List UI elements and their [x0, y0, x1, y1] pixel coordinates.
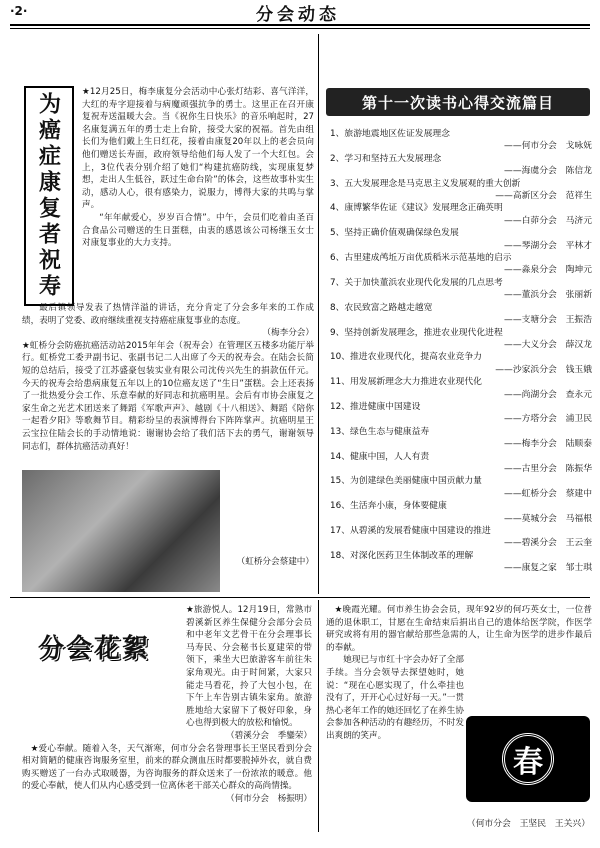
- reading-item-title: 1、旅游地震地区佐证发展理念: [330, 129, 450, 139]
- photo-caption: （虹桥分会蔡建中）: [236, 557, 314, 567]
- reading-item-title: 10、推进农业现代化，提高农业竞争力: [330, 352, 482, 363]
- reading-item-author: ——淼泉分会 陶坤元: [504, 265, 592, 276]
- reading-item-author: ——何市分会 戈咏妩: [504, 141, 592, 152]
- spring-character-icon: 春: [502, 733, 554, 785]
- reading-list-item: [330, 550, 592, 575]
- bottom-signature: （何市分会 王坚民 王关兴）: [466, 819, 590, 829]
- section-title: 分会动态: [256, 5, 340, 25]
- reading-item-title: 14、健康中国，人人有责: [330, 451, 430, 462]
- reading-item-author: ——方塔分会 浦卫民: [504, 414, 592, 425]
- middle-rule: [10, 597, 590, 598]
- reading-item-author: ——沙家浜分会 钱玉娥: [495, 364, 592, 375]
- reading-list-item: [330, 277, 592, 302]
- vertical-title-box: [24, 86, 74, 306]
- reading-list-item: [330, 153, 592, 178]
- reading-list-item: [330, 227, 592, 252]
- story-paragraph-4: ★虹桥分会防癌抗癌活动站2015年年会（祝寿会）在管理区五楼多功能厅举行。虹桥党工委尹副书记、张副书记二人出席了今天的祝寿会。在陆会长简短的总结后，接受了江苏盛豪包装实业有限公司沈传兴先生的捐款伍仟元。今天的祝寿会给患病康复五年以上的10位癌友送了“生日”蛋糕。会上还表扬了一批热爱分会工作、乐意奉献的好同志和抗癌明星。会后有市协会康复之家生命之光艺术团送来了舞蹈《军歌声声》、越剧《十八相送》、舞蹈《陪你一起看夕阳》等歌舞节目。精彩纷呈的表演博得台下阵阵掌声。抗癌明星王云宝拉住陆会长的手动情地说：谢谢协会给了我们活下去的勇气，谢谢领导同志们，群体抗癌活动真好！: [22, 340, 314, 452]
- bottom-left-text: [22, 604, 312, 806]
- reading-list-item: [330, 178, 592, 203]
- reading-item-title: 11、用发展新理念大力推进农业现代化: [330, 377, 482, 388]
- reading-item-title: 16、生活奔小康，身体要健康: [330, 501, 447, 512]
- reading-item-title: 17、从碧溪的发展看健康中国建设的推进: [330, 526, 491, 536]
- reading-item-title: 18、对深化医药卫生体制改革的理解: [330, 550, 474, 561]
- reading-item-author: ——康复之家 邹士琪: [504, 563, 592, 574]
- reading-item-author: ——董浜分会 张丽新: [504, 290, 592, 301]
- bottom-column-divider: [318, 600, 319, 832]
- glow-paragraph-2: 她现已与市红十字会办好了全部手续。当分会领导去探望她时，她说：“现在心愿实现了，什么牵挂也没有了，开开心心过好每一天。”一贯热心老年工作的她还回忆了在养生协会参加各种活动的有趣经历，不时发出爽朗的笑声。: [326, 655, 464, 741]
- reading-list-item: [330, 202, 592, 227]
- story-paragraph-3: 最后镇领导发表了热情洋溢的讲话，充分肯定了分会多年来的工作成绩，表明了党委、政府继续重视支持癌症康复事业的态度。: [22, 303, 314, 326]
- reading-list-item: [330, 525, 592, 550]
- column-divider: [318, 34, 319, 594]
- reading-list-item: [330, 351, 592, 376]
- reading-item-title: 4、康博繁华佐证《建议》发展理念正确英明: [330, 203, 503, 214]
- reading-item-author: ——碧溪分会 王云奎: [504, 538, 592, 549]
- reading-item-author: ——白茆分会 马济元: [504, 215, 592, 226]
- header-rule-thin: [10, 28, 590, 29]
- glow-paragraph-1: ★晚霞光耀。何市养生协会会员，现年92岁的何巧英女士，一位普通的退休职工，甘愿在生命结束后捐出自己的遗体给医学院，作医学研究或将有用的器官献给那些急需的人，让生命为医学的进步作最后的奉献。: [326, 605, 592, 653]
- reading-item-title: 9、坚持创新发展理念，推进农业现代化进程: [330, 327, 503, 338]
- story-signature-1: （梅李分会）: [262, 328, 314, 339]
- reading-list-item: [330, 327, 592, 352]
- reading-list-item: [330, 128, 592, 153]
- reading-item-title: 6、古里建成鸬坵万亩优质稻米示范基地的启示: [330, 253, 512, 264]
- reading-item-author: ——古里分会 陈振华: [504, 463, 592, 474]
- reading-item-title: 12、推进健康中国建设: [330, 401, 421, 412]
- reading-item-title: 3、五大发展理念是马克思主义发展观的重大创新: [330, 178, 521, 189]
- reading-list-item: [330, 401, 592, 426]
- flower-paragraph-2: ★爱心奉献。随着入冬，天气渐寒，何市分会名誉理事长王坚民看到分会相对简陋的健康咨询服务室里，前来的群众测血压时都要脱掉外衣，就自费购买赠送了一台办式取暖器，为咨询服务的群众送来了一份浓浓的暖意。他的爱心奉献，使人们从内心感受到一位离休老干部关心群众的高尚情操。: [22, 743, 312, 792]
- flower-paragraph-1: ★旅游悦人。12月19日，常熟市碧溪新区养生保健分会部分会员和中老年文艺骨干在分会理事长马寿民、分会秘书长夏建荣的带领下，乘坐大巴旅游客车前往朱家角观光。由于时间紧，大家只能走马看花，拎了大包小包，在下午上车告别古镇朱家角。旅游胜地给大家留下了极好印象，身心也得到极大的放松和愉悦。: [186, 605, 312, 729]
- reading-list-item: [330, 426, 592, 451]
- paper-cut-illustration: [466, 716, 590, 802]
- reading-list-item: [330, 252, 592, 277]
- reading-item-author: ——高新区分会 范祥生: [495, 191, 592, 202]
- reading-item-author: ——支塘分会 王振浩: [504, 315, 592, 326]
- reading-item-title: 7、关于加快董浜农业现代化发展的几点思考: [330, 277, 503, 288]
- reading-list: [330, 128, 592, 575]
- flower-signature-1: （碧溪分会 季鑾荣）: [226, 730, 312, 741]
- reading-list-item: [330, 451, 592, 476]
- story-paragraph-2: “年年献爱心，岁岁百合情”。中午，会员们吃着由圣百合食品公司赠送的生日蛋糕，由衷的感恩该公司杨继玉女士对康复事业的大力支持。: [82, 212, 314, 249]
- reading-item-author: ——大义分会 薛汉龙: [504, 339, 592, 350]
- reading-item-author: ——梅李分会 陆顺泰: [504, 439, 592, 450]
- reading-item-author: ——尚湖分会 查永元: [504, 389, 592, 400]
- reading-item-title: 8、农民致富之路越走越宽: [330, 302, 433, 313]
- reading-item-title: 15、为创建绿色美丽健康中国贡献力量: [330, 476, 482, 487]
- reading-list-item: [330, 376, 592, 401]
- header-rule: [10, 24, 590, 26]
- reading-list-item: [330, 302, 592, 327]
- reading-item-title: 13、绿色生态与健康益寿: [330, 426, 430, 437]
- reading-item-author: ——海虞分会 陈信龙: [504, 166, 592, 177]
- reading-list-item: [330, 475, 592, 500]
- story-top-text: [82, 86, 314, 250]
- story-paragraph-1: ★12月25日，梅李康复分会活动中心张灯结彩、喜气洋洋，大红的寿字迎接着与病魔顽强抗争的勇士。这里正在召开康复祝寿送温暖大会。当《祝你生日快乐》的音乐响起时，27名康复满五年的勇士走上台阶，接受大家的祝福。首先由组长们为他们戴上生日红花，接着由康复20年以上的老会员向他们赠送长寿面，政府领导给他们每人发了一个大红包。会上，3位代表分别介绍了她们“构建抗癌防线，实现康复梦想，走出人生低谷，跃过生命台阶”的体会，这些故事朴实生动，感动人心，很有感染力，说服力，博得大家的共鸣与掌声。: [82, 87, 314, 211]
- vertical-title: 为癌症康复者祝寿: [35, 92, 62, 300]
- section-banner: 分会花絮: [38, 634, 151, 664]
- reading-list-item: [330, 500, 592, 525]
- reading-item-author: ——虹桥分会 蔡建中: [504, 488, 592, 499]
- page-number: ·2·: [10, 4, 28, 18]
- reading-list-title: 第十一次读书心得交流篇目: [326, 88, 590, 116]
- event-photo: [22, 470, 220, 592]
- flower-signature-2: （何市分会 杨振明）: [226, 793, 312, 804]
- reading-item-author: ——莫城分会 马福根: [504, 513, 592, 524]
- reading-item-title: 5、坚持正确价值观确保绿色发展: [330, 228, 459, 239]
- reading-item-author: ——琴湖分会 平林才: [504, 240, 592, 251]
- reading-item-title: 2、学习和坚持五大发展理念: [330, 153, 442, 164]
